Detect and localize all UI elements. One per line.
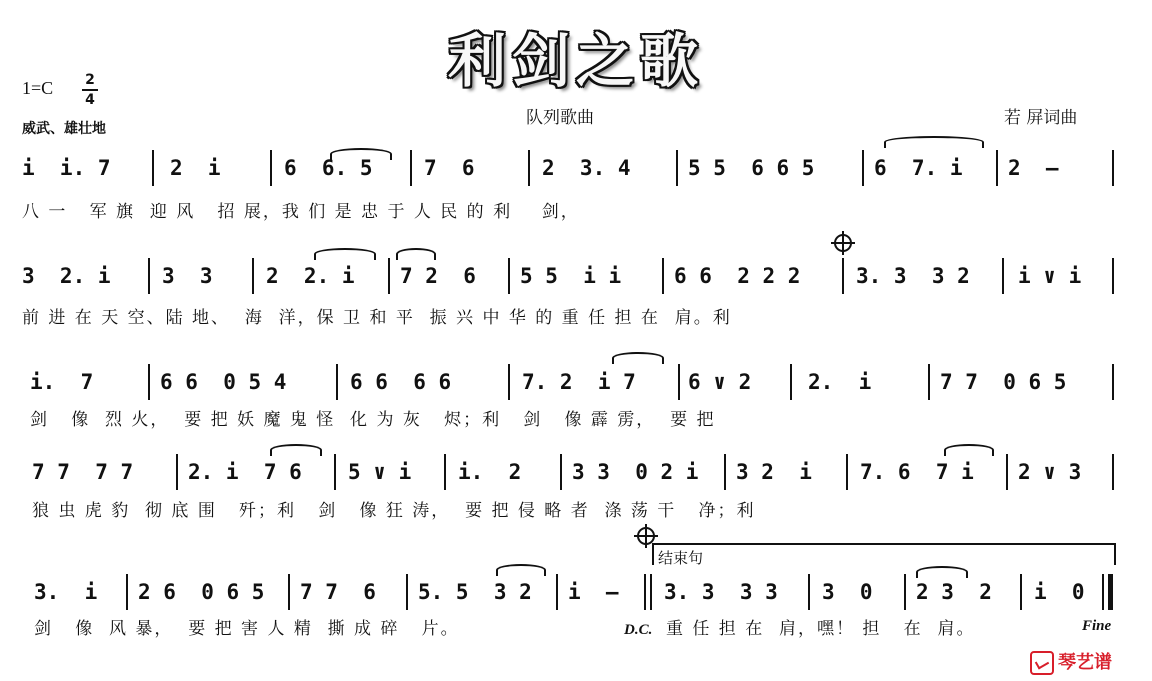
- lyrics-line: 八 一 军 旗 迎 风 招 展，我 们 是 忠 于 人 民 的 利 剑，: [22, 202, 580, 222]
- fine-marking: Fine: [1082, 618, 1112, 634]
- measure: 3. i: [34, 580, 98, 604]
- measure: 2 3 2: [916, 580, 992, 604]
- measure: 5 5 6 6 5: [688, 156, 815, 180]
- measure: 7 7 6: [300, 580, 376, 604]
- measure: 2. i 7 6: [188, 460, 302, 484]
- measure: 6 6. 5: [284, 156, 373, 180]
- measure: 3 3 0 2 i: [572, 460, 699, 484]
- time-signature: [82, 72, 98, 108]
- measure: 7 6: [424, 156, 475, 180]
- song-title: 利剑之歌: [447, 27, 704, 95]
- measure: 2 i: [170, 156, 221, 180]
- measure: 3 0: [822, 580, 873, 604]
- dc-marking: D.C.: [624, 622, 653, 638]
- measure: i 0: [1034, 580, 1085, 604]
- measure: 5. 5 3 2: [418, 580, 532, 604]
- logo-icon: [1030, 651, 1054, 675]
- measure: 5 ∨ i: [348, 460, 412, 484]
- time-signature-bottom: 4: [85, 92, 95, 108]
- measure: 6 7. i: [874, 156, 963, 180]
- song-credit: 若 屏词曲: [1004, 108, 1078, 128]
- measure: 2 –: [1008, 156, 1059, 180]
- measure: 7 7 0 6 5: [940, 370, 1067, 394]
- measure: 6 6 6 6: [350, 370, 452, 394]
- measure: i. 7: [30, 370, 94, 394]
- coda-sign: [834, 234, 852, 252]
- key-signature: 1=C: [22, 78, 54, 98]
- measure: 6 6 0 5 4: [160, 370, 287, 394]
- measure: 3 2 i: [736, 460, 812, 484]
- lyrics-line: 剑 像 风 暴， 要 把 害 人 精 撕 成 碎 片。: [34, 619, 460, 639]
- measure: 2 3. 4: [542, 156, 631, 180]
- tempo-marking: 威武、雄壮地: [22, 121, 106, 137]
- ending-label: 结束句: [658, 549, 704, 567]
- measure: i. 2: [458, 460, 522, 484]
- measure: 7. 6 7 i: [860, 460, 974, 484]
- measure: 6 ∨ 2: [688, 370, 752, 394]
- time-signature-top: 2: [85, 72, 95, 88]
- measure: i ∨ i: [1018, 264, 1082, 288]
- measure: 2 ∨ 3: [1018, 460, 1082, 484]
- watermark-text: 琴艺谱: [1058, 652, 1112, 673]
- measure: 2 6 0 6 5: [138, 580, 265, 604]
- measure: 3. 3 3 2: [856, 264, 970, 288]
- measure: 7. 2 i 7: [522, 370, 636, 394]
- lyrics-line: 前 进 在 天 空、陆 地、 海 洋，保 卫 和 平 振 兴 中 华 的 重 任 担 在 肩。利: [22, 308, 732, 328]
- watermark-logo: [1030, 648, 1112, 675]
- measure: 7 7 7 7: [32, 460, 134, 484]
- measure: i –: [568, 580, 619, 604]
- measure: 7 2 6: [400, 264, 476, 288]
- song-genre: 队列歌曲: [526, 108, 594, 128]
- coda-lyrics-line: 重 任 担 在 肩，嘿！ 担 在 肩。: [666, 619, 976, 639]
- measure: i i. 7: [22, 156, 111, 180]
- measure: 3. 3 3 3: [664, 580, 778, 604]
- measure: 2 2. i: [266, 264, 355, 288]
- measure: 3 2. i: [22, 264, 111, 288]
- measure: 5 5 i i: [520, 264, 622, 288]
- ending-bracket: [652, 543, 1116, 565]
- lyrics-line: 狼 虫 虎 豹 彻 底 围 歼；利 剑 像 狂 涛， 要 把 侵 略 者 涤 荡 干 净；利: [32, 501, 756, 521]
- measure: 6 6 2 2 2: [674, 264, 801, 288]
- measure: 2. i: [808, 370, 872, 394]
- measure: 3 3: [162, 264, 213, 288]
- lyrics-line: 剑 像 烈 火， 要 把 妖 魔 鬼 怪 化 为 灰 烬；利 剑 像 霹 雳， 要 把: [30, 410, 716, 430]
